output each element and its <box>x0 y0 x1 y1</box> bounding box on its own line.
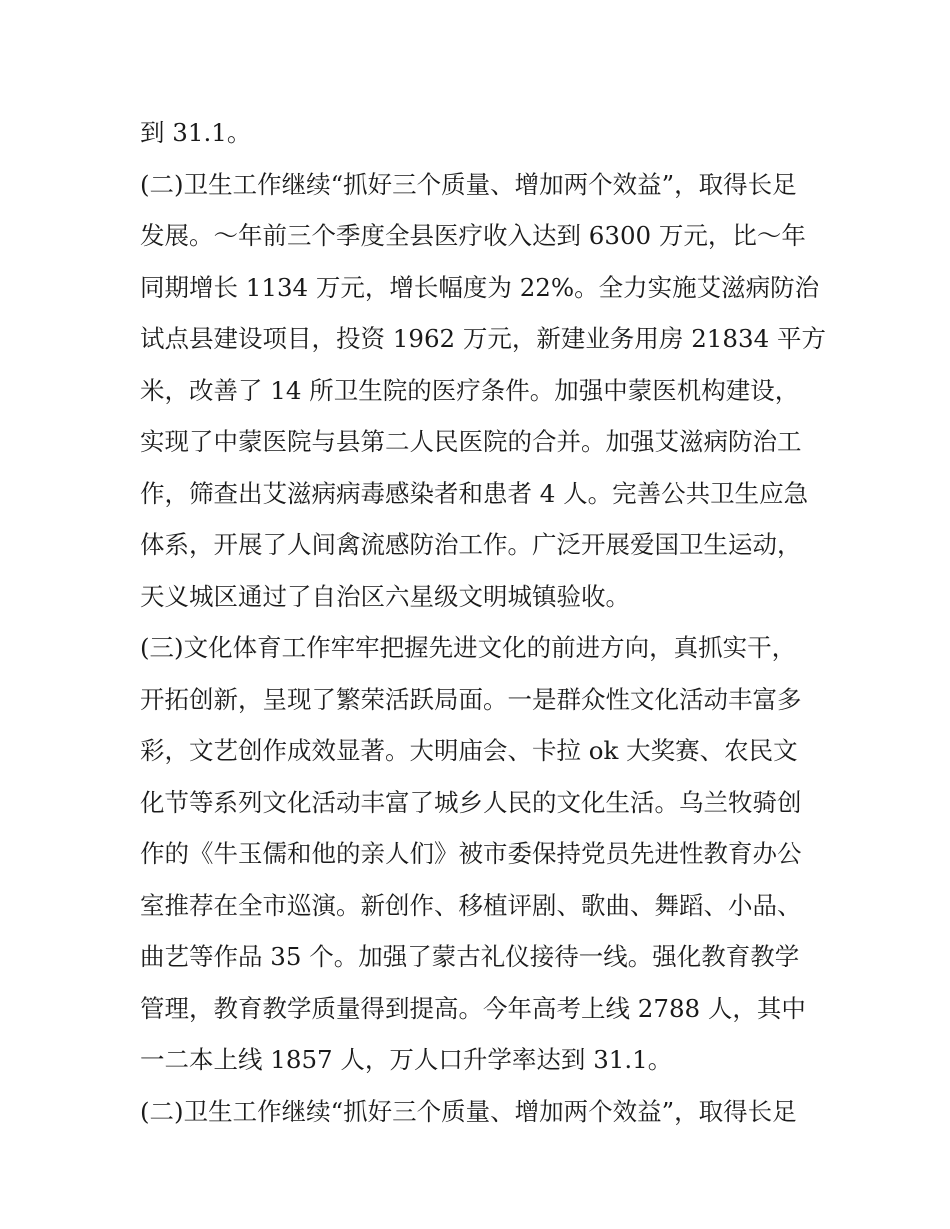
text-line: 作的《牛玉儒和他的亲人们》被市委保持党员先进性教育办公 <box>140 839 802 868</box>
text-line: (三)文化体育工作牢牢把握先进文化的前进方向，真抓实干， <box>140 633 797 662</box>
text-line: 同期增长 1134 万元，增长幅度为 22%。全力实施艾滋病防治 <box>140 272 820 302</box>
text-line: 彩，文艺创作成效显著。大明庙会、卡拉 ok 大奖赛、农民文 <box>140 736 798 765</box>
text-line: (二)卫生工作继续“抓好三个质量、增加两个效益”，取得长足 <box>140 169 797 199</box>
body-text <box>140 107 826 1137</box>
text-line: 管理，教育教学质量得到提高。今年高考上线 2788 人，其中 <box>140 993 806 1023</box>
text-line: 开拓创新，呈现了繁荣活跃局面。一是群众性文化活动丰富多 <box>140 684 802 714</box>
text-line: 米，改善了 14 所卫生院的医疗条件。加强中蒙医机构建设， <box>140 375 800 405</box>
text-line: 化节等系列文化活动丰富了城乡人民的文化生活。乌兰牧骑创 <box>140 787 802 817</box>
text-line: 发展。～年前三个季度全县医疗收入达到 6300 万元，比～年 <box>140 221 806 250</box>
text-line: 到 31.1。 <box>140 118 252 147</box>
text-line: 实现了中蒙医院与县第二人民医院的合并。加强艾滋病防治工 <box>140 427 802 456</box>
text-line: (二)卫生工作继续“抓好三个质量、增加两个效益”，取得长足 <box>140 1096 797 1126</box>
text-line: 体系，开展了人间禽流感防治工作。广泛开展爱国卫生运动， <box>140 530 802 559</box>
text-line: 试点县建设项目，投资 1962 万元，新建业务用房 21834 平方 <box>140 324 826 353</box>
text-line: 作，筛查出艾滋病病毒感染者和患者 4 人。完善公共卫生应急 <box>140 478 809 508</box>
text-line: 一二本上线 1857 人，万人口升学率达到 31.1。 <box>140 1045 673 1074</box>
text-line: 天义城区通过了自治区六星级文明城镇验收。 <box>140 581 630 611</box>
text-line: 室推荐在全市巡演。新创作、移植评剧、歌曲、舞蹈、小品、 <box>140 890 802 920</box>
text-line: 曲艺等作品 35 个。加强了蒙古礼仪接待一线。强化教育教学 <box>140 942 800 971</box>
